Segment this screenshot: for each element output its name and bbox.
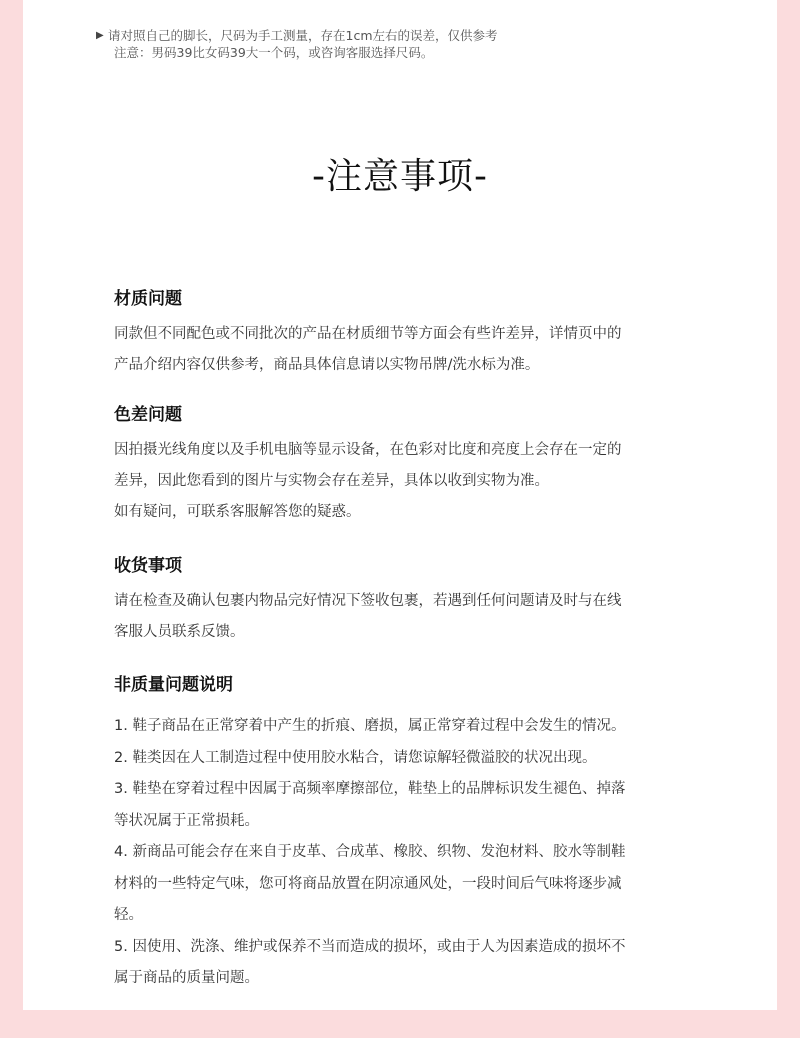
- section-material: [114, 287, 704, 381]
- page-title: -注意事项-: [312, 156, 488, 197]
- triangle-bullet-icon: ▶: [96, 30, 104, 41]
- section-text-line: 如有疑问，可联系客服解答您的疑惑。: [114, 504, 361, 520]
- list-item: 5. 因使用、洗涤、维护或保养不当而造成的损坏，或由于人为因素造成的损坏不: [114, 938, 626, 955]
- list-item: 4. 新商品可能会存在来自于皮革、合成革、橡胶、织物、发泡材料、胶水等制鞋: [114, 844, 626, 860]
- section-text-line: 客服人员联系反馈。: [114, 624, 245, 640]
- section-color-difference: [114, 403, 704, 528]
- list-item: 等状况属于正常损耗。: [114, 812, 259, 829]
- section-text-line: 请在检查及确认包裹内物品完好情况下签收包裹，若遇到任何问题请及时与在线: [114, 593, 622, 609]
- section-receiving: [114, 554, 704, 648]
- list-item: 轻。: [114, 907, 143, 923]
- size-note: [96, 27, 498, 61]
- list-item: 2. 鞋类因在人工制造过程中使用胶水粘合，请您谅解轻微溢胶的状况出现。: [114, 749, 597, 766]
- section-text-line: 同款但不同配色或不同批次的产品在材质细节等方面会有些许差异，详情页中的: [114, 326, 622, 342]
- list-item: 1. 鞋子商品在正常穿着中产生的折痕、磨损，属正常穿着过程中会发生的情况。: [114, 718, 626, 734]
- section-heading: 收货事项: [114, 556, 182, 576]
- size-note-line2: 注意：男码39比女码39大一个码，或咨询客服选择尺码。: [114, 45, 434, 60]
- section-heading: 非质量问题说明: [114, 675, 233, 695]
- size-note-line1: 请对照自己的脚长，尺码为手工测量，存在1cm左右的误差，仅供参考: [108, 28, 498, 43]
- section-heading: 材质问题: [114, 289, 182, 309]
- section-text-line: 差异，因此您看到的图片与实物会存在差异，具体以收到实物为准。: [114, 473, 549, 489]
- list-item: 属于商品的质量问题。: [114, 970, 259, 986]
- section-heading: 色差问题: [114, 405, 182, 425]
- list-item: 材料的一些特定气味，您可将商品放置在阴凉通风处，一段时间后气味将逐步减: [114, 875, 622, 892]
- section-text-line: 产品介绍内容仅供参考，商品具体信息请以实物吊牌/洗水标为准。: [114, 357, 540, 373]
- list-item: 3. 鞋垫在穿着过程中因属于高频率摩擦部位，鞋垫上的品牌标识发生褪色、掉落: [114, 781, 626, 797]
- section-non-quality-issues: [114, 673, 704, 995]
- section-text-line: 因拍摄光线角度以及手机电脑等显示设备，在色彩对比度和亮度上会存在一定的: [114, 442, 622, 458]
